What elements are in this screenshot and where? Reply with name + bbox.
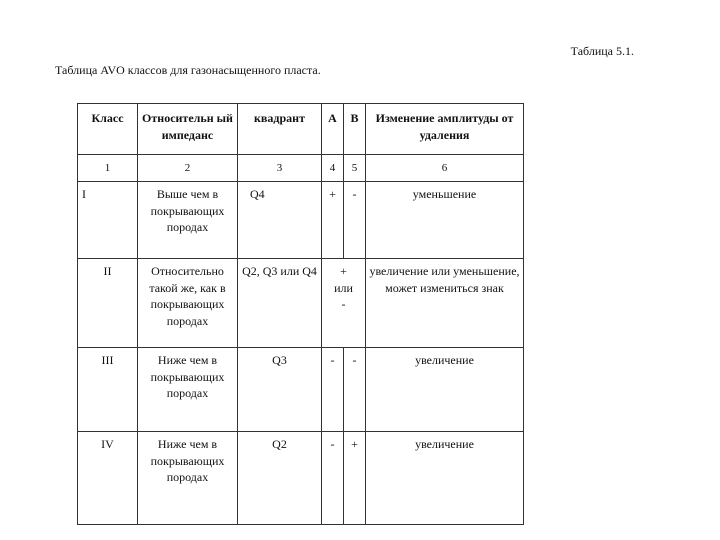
impedance-cell: Относительно такой же, как в покрывающих породах	[138, 259, 238, 348]
amplitude-change-cell: увеличение	[366, 348, 524, 432]
header-quadrant: квадрант	[238, 104, 322, 155]
header-row	[78, 104, 524, 155]
class-cell: IV	[78, 432, 138, 525]
column-number: 1	[78, 155, 138, 182]
amplitude-change-cell: увеличение	[366, 432, 524, 525]
amplitude-change-cell: увеличение или уменьшение, может измениться знак	[366, 259, 524, 348]
b-cell: -	[344, 348, 366, 432]
quadrant-cell: Q4	[238, 182, 322, 259]
table-row	[78, 348, 524, 432]
quadrant-cell: Q2	[238, 432, 322, 525]
column-number: 5	[344, 155, 366, 182]
quadrant-cell: Q2, Q3 или Q4	[238, 259, 322, 348]
quadrant-cell: Q3	[238, 348, 322, 432]
avo-classes-table	[77, 103, 524, 525]
b-cell: +	[344, 432, 366, 525]
class-cell: III	[78, 348, 138, 432]
header-class: Класс	[78, 104, 138, 155]
a-cell: -	[322, 348, 344, 432]
column-number: 4	[322, 155, 344, 182]
table-row	[78, 432, 524, 525]
b-cell: -	[344, 182, 366, 259]
table-caption: Таблица AVO классов для газонасыщенного пласта.	[55, 63, 321, 77]
class-cell: I	[78, 182, 138, 259]
class-cell: II	[78, 259, 138, 348]
column-number: 6	[366, 155, 524, 182]
header-a: A	[322, 104, 344, 155]
impedance-cell: Ниже чем в покрывающих породах	[138, 348, 238, 432]
table-number: Таблица 5.1.	[570, 44, 634, 58]
header-b: B	[344, 104, 366, 155]
column-number: 3	[238, 155, 322, 182]
impedance-cell: Выше чем в покрывающих породах	[138, 182, 238, 259]
header-amplitude-change: Изменение амплитуды от удаления	[366, 104, 524, 155]
amplitude-change-cell: уменьшение	[366, 182, 524, 259]
impedance-cell: Ниже чем в покрывающих породах	[138, 432, 238, 525]
header-impedance: Относительн ый импеданс	[138, 104, 238, 155]
a-cell: +	[322, 182, 344, 259]
a-cell: -	[322, 432, 344, 525]
column-number-row	[78, 155, 524, 182]
table-row	[78, 259, 524, 348]
a-b-cell: + или -	[322, 259, 366, 348]
table-row	[78, 182, 524, 259]
column-number: 2	[138, 155, 238, 182]
